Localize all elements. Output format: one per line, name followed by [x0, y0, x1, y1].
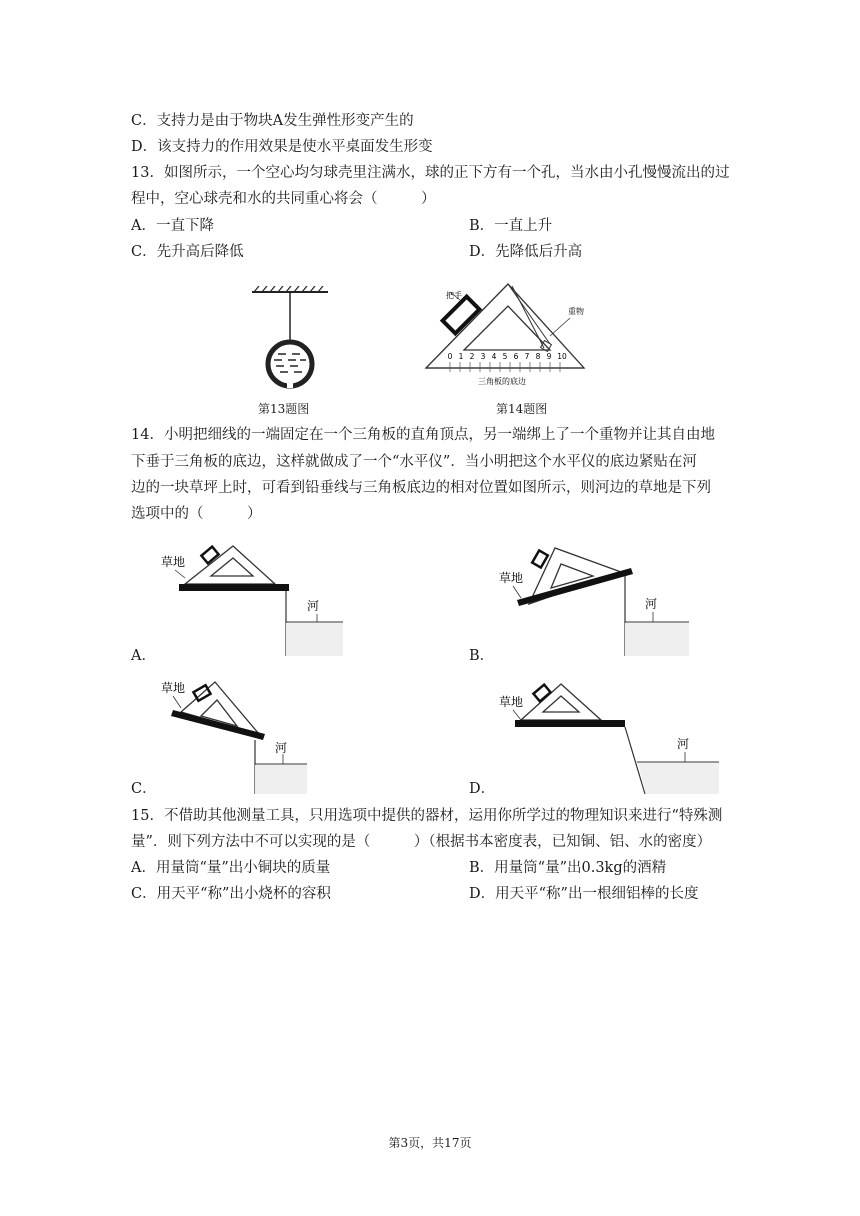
q13-option-a: A．一直下降 — [131, 218, 214, 234]
q14-option-a: A． — [131, 648, 156, 664]
scale-label: 5 — [502, 352, 508, 361]
river-label: 河 — [645, 597, 658, 611]
q14-stem-line3: 边的一块草坪上时，可看到铅垂线与三角板底边的相对位置如图所示，则河边的草地是下列 — [131, 480, 711, 496]
grass-label: 草地 — [161, 555, 186, 569]
q13-stem-line1: 13．如图所示，一个空心均匀球壳里注满水，球的正下方有一个孔，当水由小孔慢慢流出的过 — [131, 165, 730, 181]
river-label: 河 — [677, 737, 690, 751]
q14-option-d-figure — [493, 676, 723, 796]
scale-label: 4 — [491, 352, 497, 361]
grass-label: 草地 — [499, 695, 524, 709]
q15-option-b: B．用量筒“量”出0.3kg的酒精 — [469, 860, 667, 876]
q15-option-a: A．用量筒“量”出小铜块的质量 — [131, 860, 331, 876]
figure-14-caption: 第14题图 — [496, 402, 548, 416]
q13-option-d: D．先降低后升高 — [469, 244, 583, 260]
weight-label: 重物 — [568, 307, 584, 316]
scale-label: 10 — [557, 352, 567, 361]
scale-label: 6 — [513, 352, 519, 361]
q15-option-c: C．用天平“称”出小烧杯的容积 — [131, 886, 331, 902]
base-label: 三角板的底边 — [478, 377, 526, 386]
q13-option-b: B．一直上升 — [469, 218, 553, 234]
q14-option-b: B． — [469, 648, 495, 664]
figure-13-caption: 第13题图 — [258, 402, 310, 416]
handle-label: 把手 — [446, 291, 462, 300]
q14-option-c-figure — [155, 676, 315, 796]
q14-stem-line4: 选项中的（ ） — [131, 506, 262, 522]
scale-label: 8 — [535, 352, 541, 361]
scale-labels — [448, 352, 567, 361]
q15-stem-line1: 15．不借助其他测量工具，只用选项中提供的器材，运用你所学过的物理知识来进行“特殊测 — [131, 808, 723, 824]
q14-option-d: D． — [469, 781, 496, 797]
q12-option-c: C．支持力是由于物块A发生弹性形变产生的 — [131, 113, 414, 129]
q14-option-b-figure — [493, 534, 693, 656]
scale-label: 9 — [546, 352, 552, 361]
q15-stem-line2: 量”．则下列方法中不可以实现的是（ ）（根据书本密度表，已知铜、铝、水的密度） — [131, 834, 712, 850]
grass-label: 草地 — [161, 681, 186, 695]
q14-stem-line2: 下垂于三角板的底边，这样就做成了一个“水平仪”．当小明把这个水平仪的底边紧贴在河 — [131, 454, 697, 470]
q12-option-d: D．该支持力的作用效果是使水平桌面发生形变 — [131, 139, 433, 155]
figure-13-hanging-sphere — [248, 286, 332, 396]
q14-stem-line1: 14．小明把细线的一端固定在一个三角板的直角顶点，另一端绑上了一个重物并让其自由地 — [131, 427, 715, 443]
scale-label: 0 — [447, 352, 453, 361]
q15-option-d: D．用天平“称”出一根细铝棒的长度 — [469, 886, 699, 902]
scale-label: 3 — [480, 352, 486, 361]
grass-label: 草地 — [499, 571, 524, 585]
page-footer: 第3页，共17页 — [388, 1136, 472, 1150]
scale-label: 7 — [524, 352, 530, 361]
scale-label: 1 — [458, 352, 464, 361]
q13-option-c: C．先升高后降低 — [131, 244, 244, 260]
q14-option-a-figure — [155, 538, 345, 656]
q13-stem-line2: 程中，空心球壳和水的共同重心将会（ ） — [131, 191, 436, 207]
river-label: 河 — [275, 741, 288, 755]
river-label: 河 — [307, 599, 320, 613]
scale-label: 2 — [469, 352, 475, 361]
figure-14-triangle-level — [420, 278, 590, 390]
q14-option-c: C． — [131, 781, 157, 797]
